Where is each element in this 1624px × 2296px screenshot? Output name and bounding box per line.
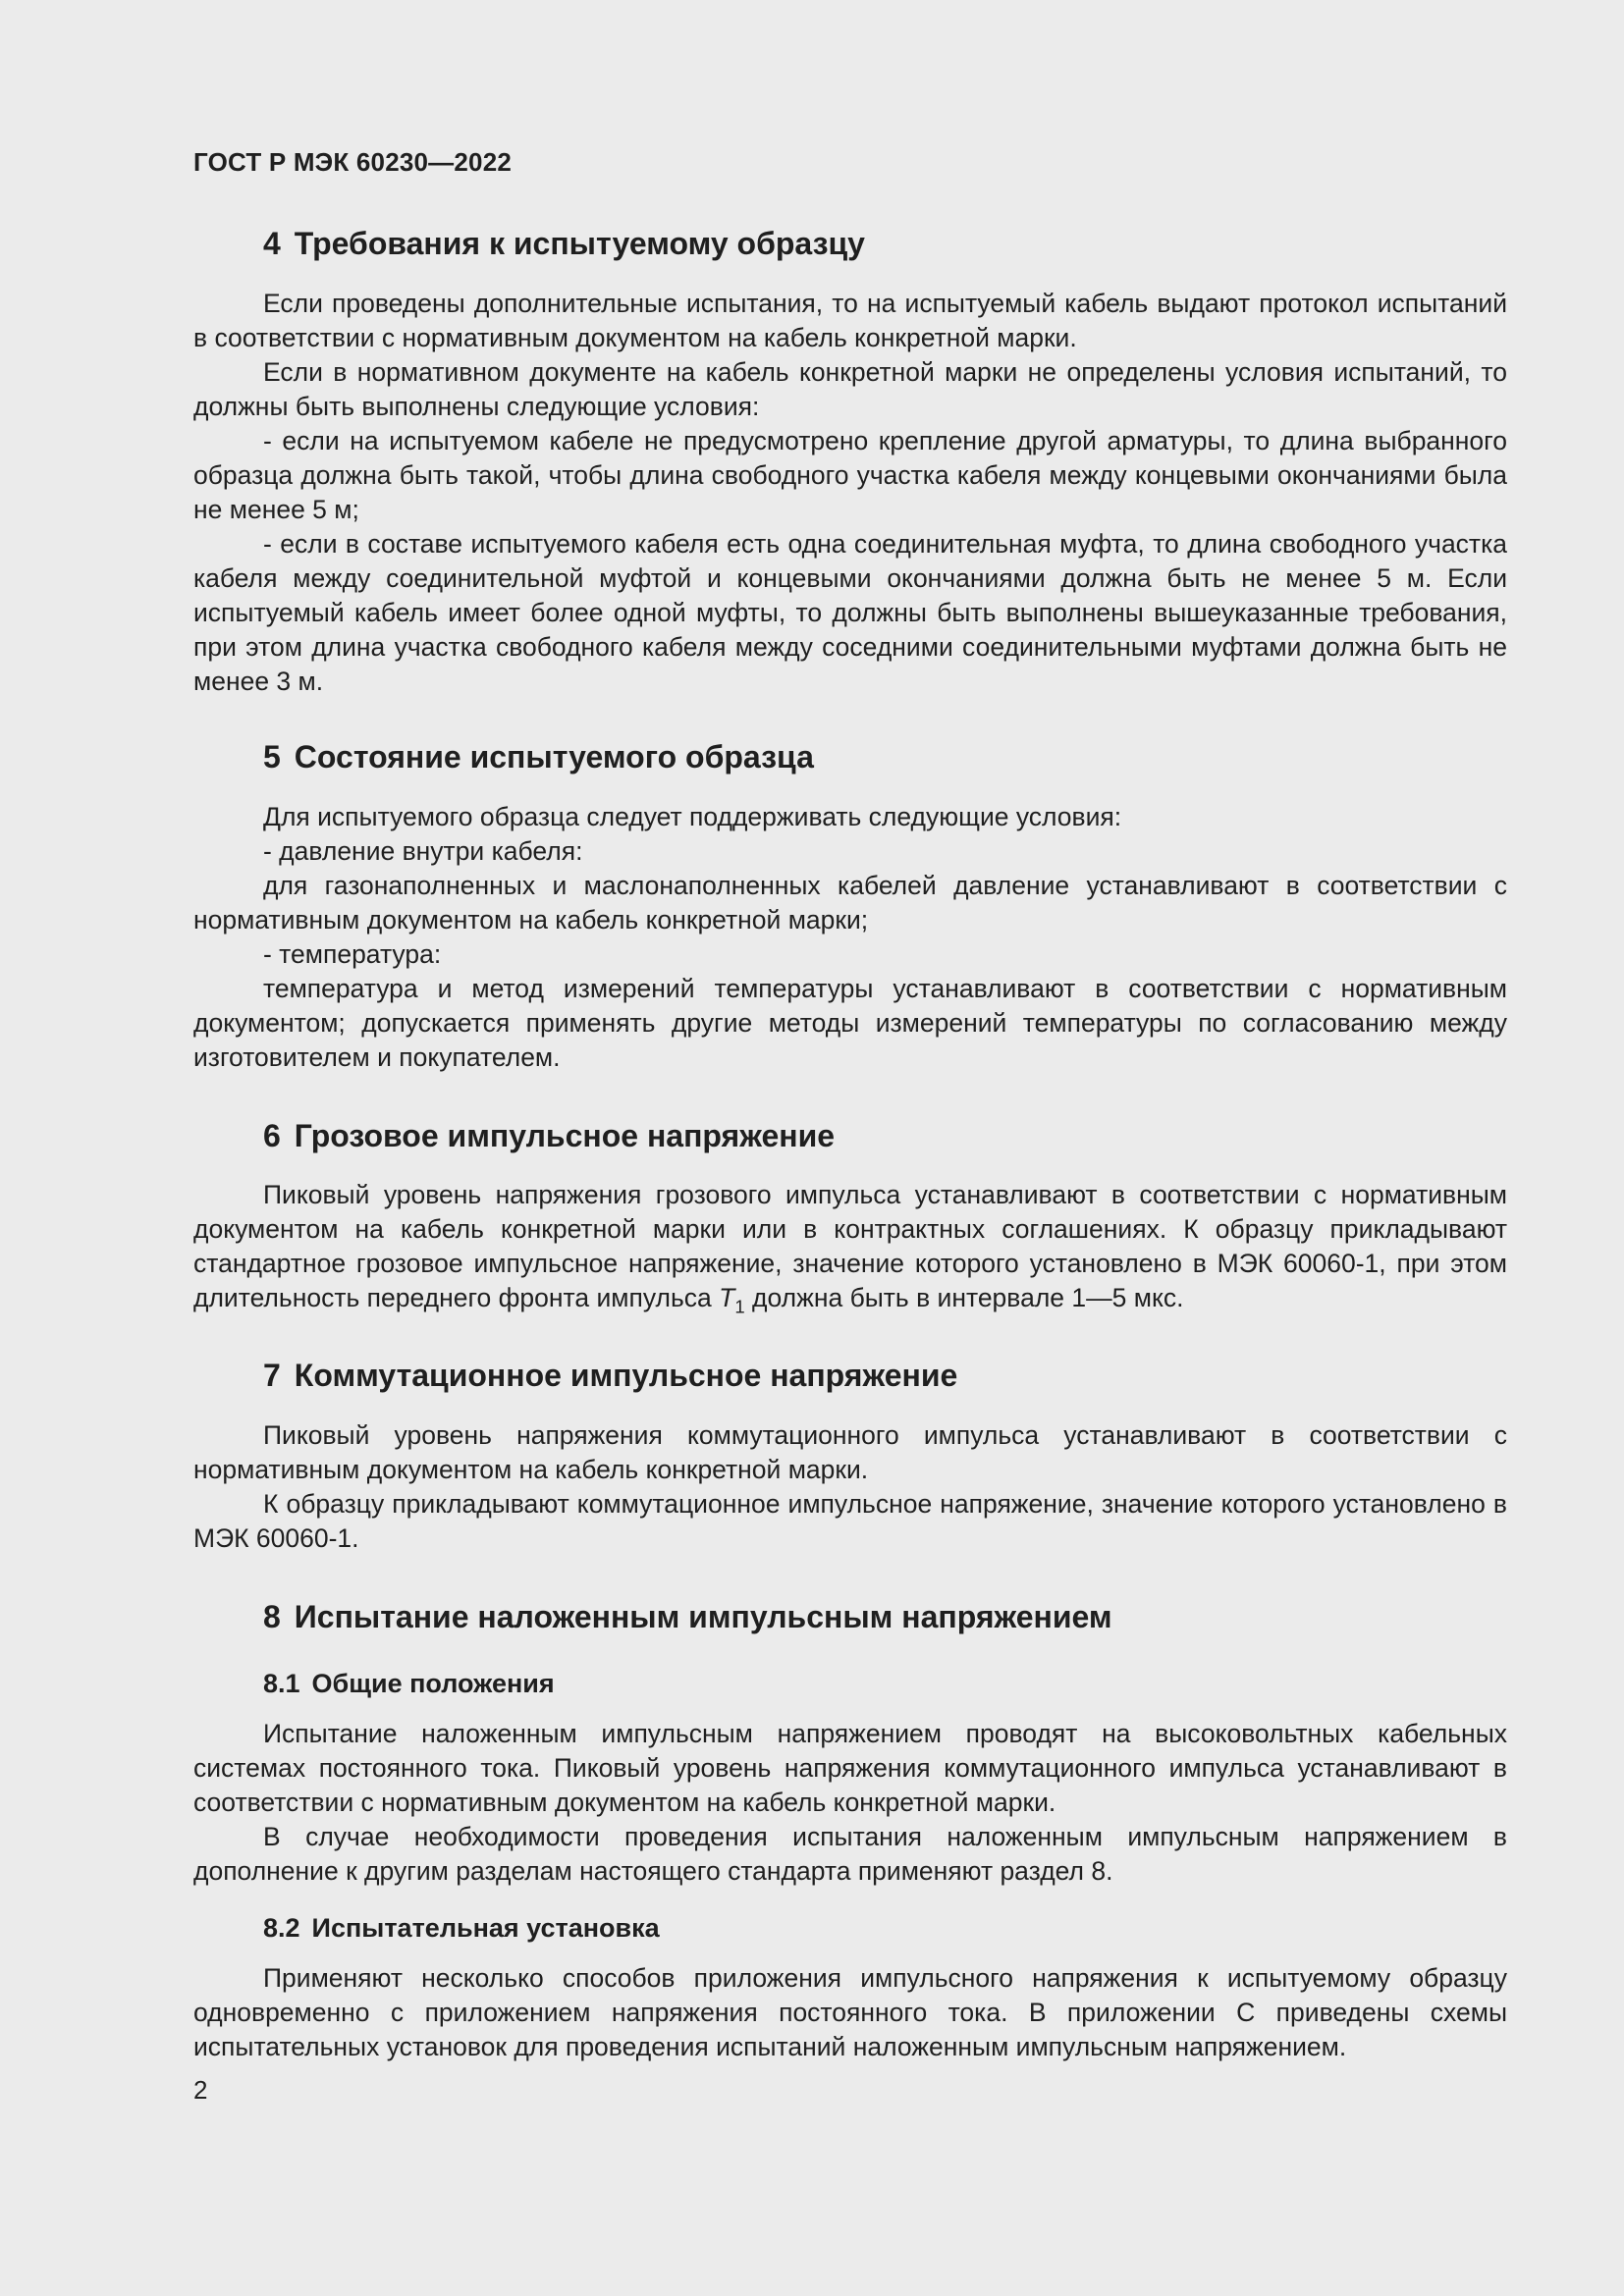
section-4-heading	[263, 226, 865, 262]
section-title: Требования к испытуемому образцу	[294, 226, 865, 261]
section-number: 7	[263, 1358, 281, 1393]
subsection-8-1-body	[193, 1717, 1507, 1889]
paragraph-text: Пиковый уровень напряжения грозового импульса устанавливают в соответствии с нормативным документом на кабель конкретной марки или в контрактных соглашениях. К образцу прикладывают стандартное грозовое импульсное напряжение, значение которого установлено в МЭК 60060-1, при этом длительность переднего фронта импульса	[193, 1180, 1507, 1312]
section-5-heading	[263, 739, 814, 775]
paragraph: - температура:	[263, 939, 442, 969]
paragraph: Пиковый уровень напряжения коммутационного импульса устанавливают в соответствии с нормативным документом на кабель конкретной марки.	[193, 1420, 1507, 1484]
paragraph: К образцу прикладывают коммутационное импульсное напряжение, значение которого установлено в МЭК 60060-1.	[193, 1489, 1507, 1553]
subsection-title: Испытательная установка	[311, 1913, 660, 1943]
paragraph: - давление внутри кабеля:	[263, 836, 583, 866]
paragraph	[193, 1178, 1507, 1315]
section-4-body	[193, 287, 1507, 699]
section-title: Грозовое импульсное напряжение	[294, 1118, 836, 1153]
paragraph: Если в нормативном документе на кабель конкретной марки не определены условия испытаний, то должны быть выполнены следующие условия:	[193, 357, 1507, 421]
paragraph: В случае необходимости проведения испытания наложенным импульсным напряжением в дополнение к другим разделам настоящего стандарта применяют раздел 8.	[193, 1822, 1507, 1886]
section-6-heading	[263, 1118, 835, 1154]
paragraph: Для испытуемого образца следует поддерживать следующие условия:	[263, 802, 1122, 831]
document-header: ГОСТ Р МЭК 60230—2022	[193, 147, 513, 177]
section-6-body	[193, 1178, 1507, 1315]
subsection-number: 8.2	[263, 1913, 300, 1943]
section-number: 6	[263, 1118, 281, 1153]
section-title: Состояние испытуемого образца	[294, 739, 814, 774]
section-number: 5	[263, 739, 281, 774]
paragraph: - если в составе испытуемого кабеля есть одна соединительная муфта, то длина свободного участка кабеля между соединительной муфтой и концевыми окончаниями должна быть не менее 5 м. Если испытуемый кабель имеет более одной муфты, то должны быть выполнены вышеуказанные требования, при этом длина участка свободного кабеля между соседними соединительными муфтами должна быть не менее 3 м.	[193, 529, 1507, 696]
section-title: Коммутационное импульсное напряжение	[294, 1358, 958, 1393]
section-8-heading	[263, 1599, 1112, 1635]
paragraph: - если на испытуемом кабеле не предусмотрено крепление другой арматуры, то длина выбранного образца должна быть такой, чтобы длина свободного участка кабеля между концевыми окончаниями была не менее 5 м;	[193, 426, 1507, 524]
paragraph: Если проведены дополнительные испытания, то на испытуемый кабель выдают протокол испытаний в соответствии с нормативным документом на кабель конкретной марки.	[193, 289, 1507, 352]
subsection-8-2-body	[193, 1961, 1507, 2064]
section-5-body	[193, 800, 1507, 1075]
section-7-body	[193, 1418, 1507, 1556]
paragraph: для газонаполненных и маслонаполненных кабелей давление устанавливают в соответствии с нормативным документом на кабель конкретной марки;	[193, 871, 1507, 934]
section-number: 4	[263, 226, 281, 261]
paragraph: Применяют несколько способов приложения импульсного напряжения к испытуемому образцу одновременно с приложением напряжения постоянного тока. В приложении С приведены схемы испытательных установок для проведения испытаний наложенным импульсным напряжением.	[193, 1963, 1507, 2061]
paragraph: температура и метод измерений температуры устанавливают в соответствии с нормативным документом; допускается применять другие методы измерений температуры по согласованию между изготовителем и покупателем.	[193, 974, 1507, 1072]
subsection-8-1-heading	[263, 1669, 555, 1699]
page-number: 2	[193, 2075, 208, 2105]
paragraph: Испытание наложенным импульсным напряжением проводят на высоковольтных кабельных системах постоянного тока. Пиковый уровень напряжения коммутационного импульса устанавливают в соответствии с нормативным документом на кабель конкретной марки.	[193, 1719, 1507, 1817]
section-title: Испытание наложенным импульсным напряжением	[294, 1599, 1112, 1634]
subsection-number: 8.1	[263, 1669, 300, 1698]
symbol-subscript: 1	[734, 1296, 745, 1317]
symbol-t: T	[719, 1283, 735, 1312]
section-number: 8	[263, 1599, 281, 1634]
subsection-title: Общие положения	[311, 1669, 555, 1698]
section-7-heading	[263, 1358, 957, 1394]
paragraph-text-end: должна быть в интервале 1—5 мкс.	[752, 1283, 1184, 1312]
subsection-8-2-heading	[263, 1913, 660, 1944]
